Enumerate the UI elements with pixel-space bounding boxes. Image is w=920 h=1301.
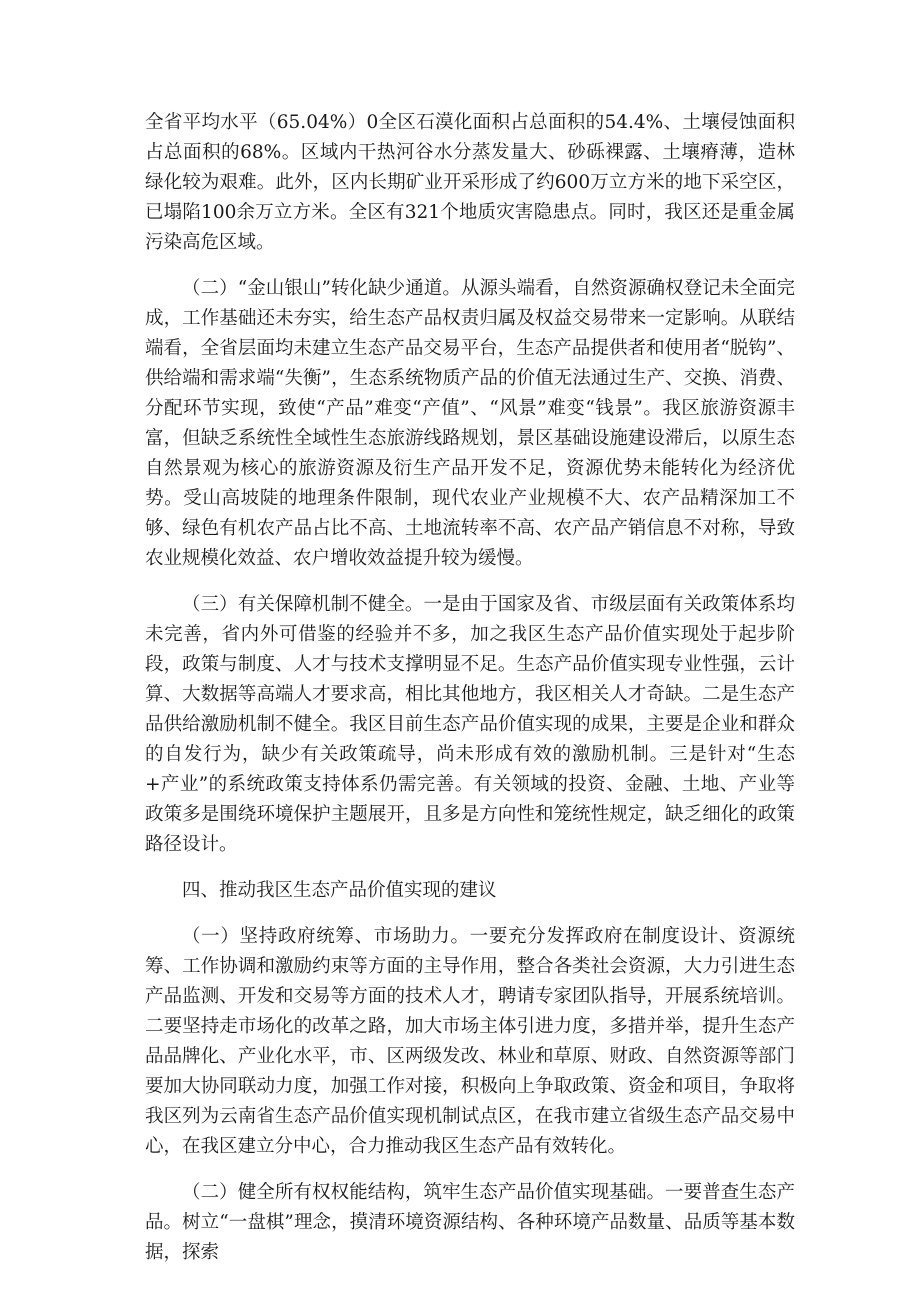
paragraph-section-2-channels: （二）“金山银山”转化缺少通道。从源头端看，自然资源确权登记未全面完成，工作基础还未夯实，给生态产品权责归属及权益交易带来一定影响。从联结端看，全省层面均未建立生态产品交易平台，生态产品提供者和使用者“脱钩”、供给端和需求端“失衡”，生态系统物质产品的价值无法通过生产、交换、消费、分配环节实现，致使“产品”难变“产值”、“风景”难变“钱景”。我区旅游资源丰富，但缺乏系统性全域性生态旅游线路规划，景区基础设施建设滞后，以原生态自然景观为核心的旅游资源及衍生产品开发不足，资源优势未能转化为经济优势。受山高坡陡的地理条件限制，现代农业产业规模不大、农产品精深加工不够、绿色有机农产品占比不高、土地流转率不高、农产品产销信息不对称，导致农业规模化效益、农户增收效益提升较为缓慢。 (145, 278, 795, 569)
paragraph-continuation: 全省平均水平（65.04%）0全区石漠化面积占总面积的54.4%、土壤侵蚀面积占总面积的68%。区域内干热河谷水分蒸发量大、砂砾裸露、土壤瘠薄，造林绿化较为艰难。此外，区内长期矿业开采形成了约600万立方米的地下采空区，已塌陷100余万立方米。全区有321个地质灾害隐患点。同时，我区还是重金属污染高危区域。 (145, 112, 795, 253)
section-heading-4-suggestions: 四、推动我区生态产品价值实现的建议 (182, 880, 497, 901)
paragraph-section-3-mechanisms: （三）有关保障机制不健全。一是由于国家及省、市级层面有关政策体系均未完善，省内外可借鉴的经验并不多，加之我区生态产品价值实现处于起步阶段，政策与制度、人才与技术支撑明显不足。生态产品价值实现专业性强，云计算、大数据等高端人才要求高，相比其他地方，我区相关人才奇缺。二是生态产品供给激励机制不健全。我区目前生态产品价值实现的成果，主要是企业和群众的自发行为，缺少有关政策疏导，尚未形成有效的激励机制。三是针对“生态+产业”的系统政策支持体系仍需完善。有关领域的投资、金融、土地、产业等政策多是围绕环境保护主题展开，且多是方向性和笼统性规定，缺乏细化的政策路径设计。 (145, 594, 795, 855)
paragraph-suggestion-2: （二）健全所有权权能结构，筑牢生态产品价值实现基础。一要普查生态产品。树立“一盘棋”理念，摸清环境资源结构、各种环境产品数量、品质等基本数据，探索 (145, 1182, 795, 1263)
document-page (145, 108, 795, 1284)
paragraph-suggestion-1: （一）坚持政府统筹、市场助力。一要充分发挥政府在制度设计、资源统筹、工作协调和激励约束等方面的主导作用，整合各类社会资源，大力引进生态产品监测、开发和交易等方面的技术人才，聘请专家团队指导，开展系统培训。二要坚持走市场化的改革之路，加大市场主体引进力度，多措并举，提升生态产品品牌化、产业化水平，市、区两级发改、林业和草原、财政、自然资源等部门要加大协同联动力度，加强工作对接，积极向上争取政策、资金和项目，争取将我区列为云南省生态产品价值实现机制试点区，在我市建立省级生态产品交易中心，在我区建立分中心，合力推动我区生态产品有效转化。 (145, 926, 795, 1157)
